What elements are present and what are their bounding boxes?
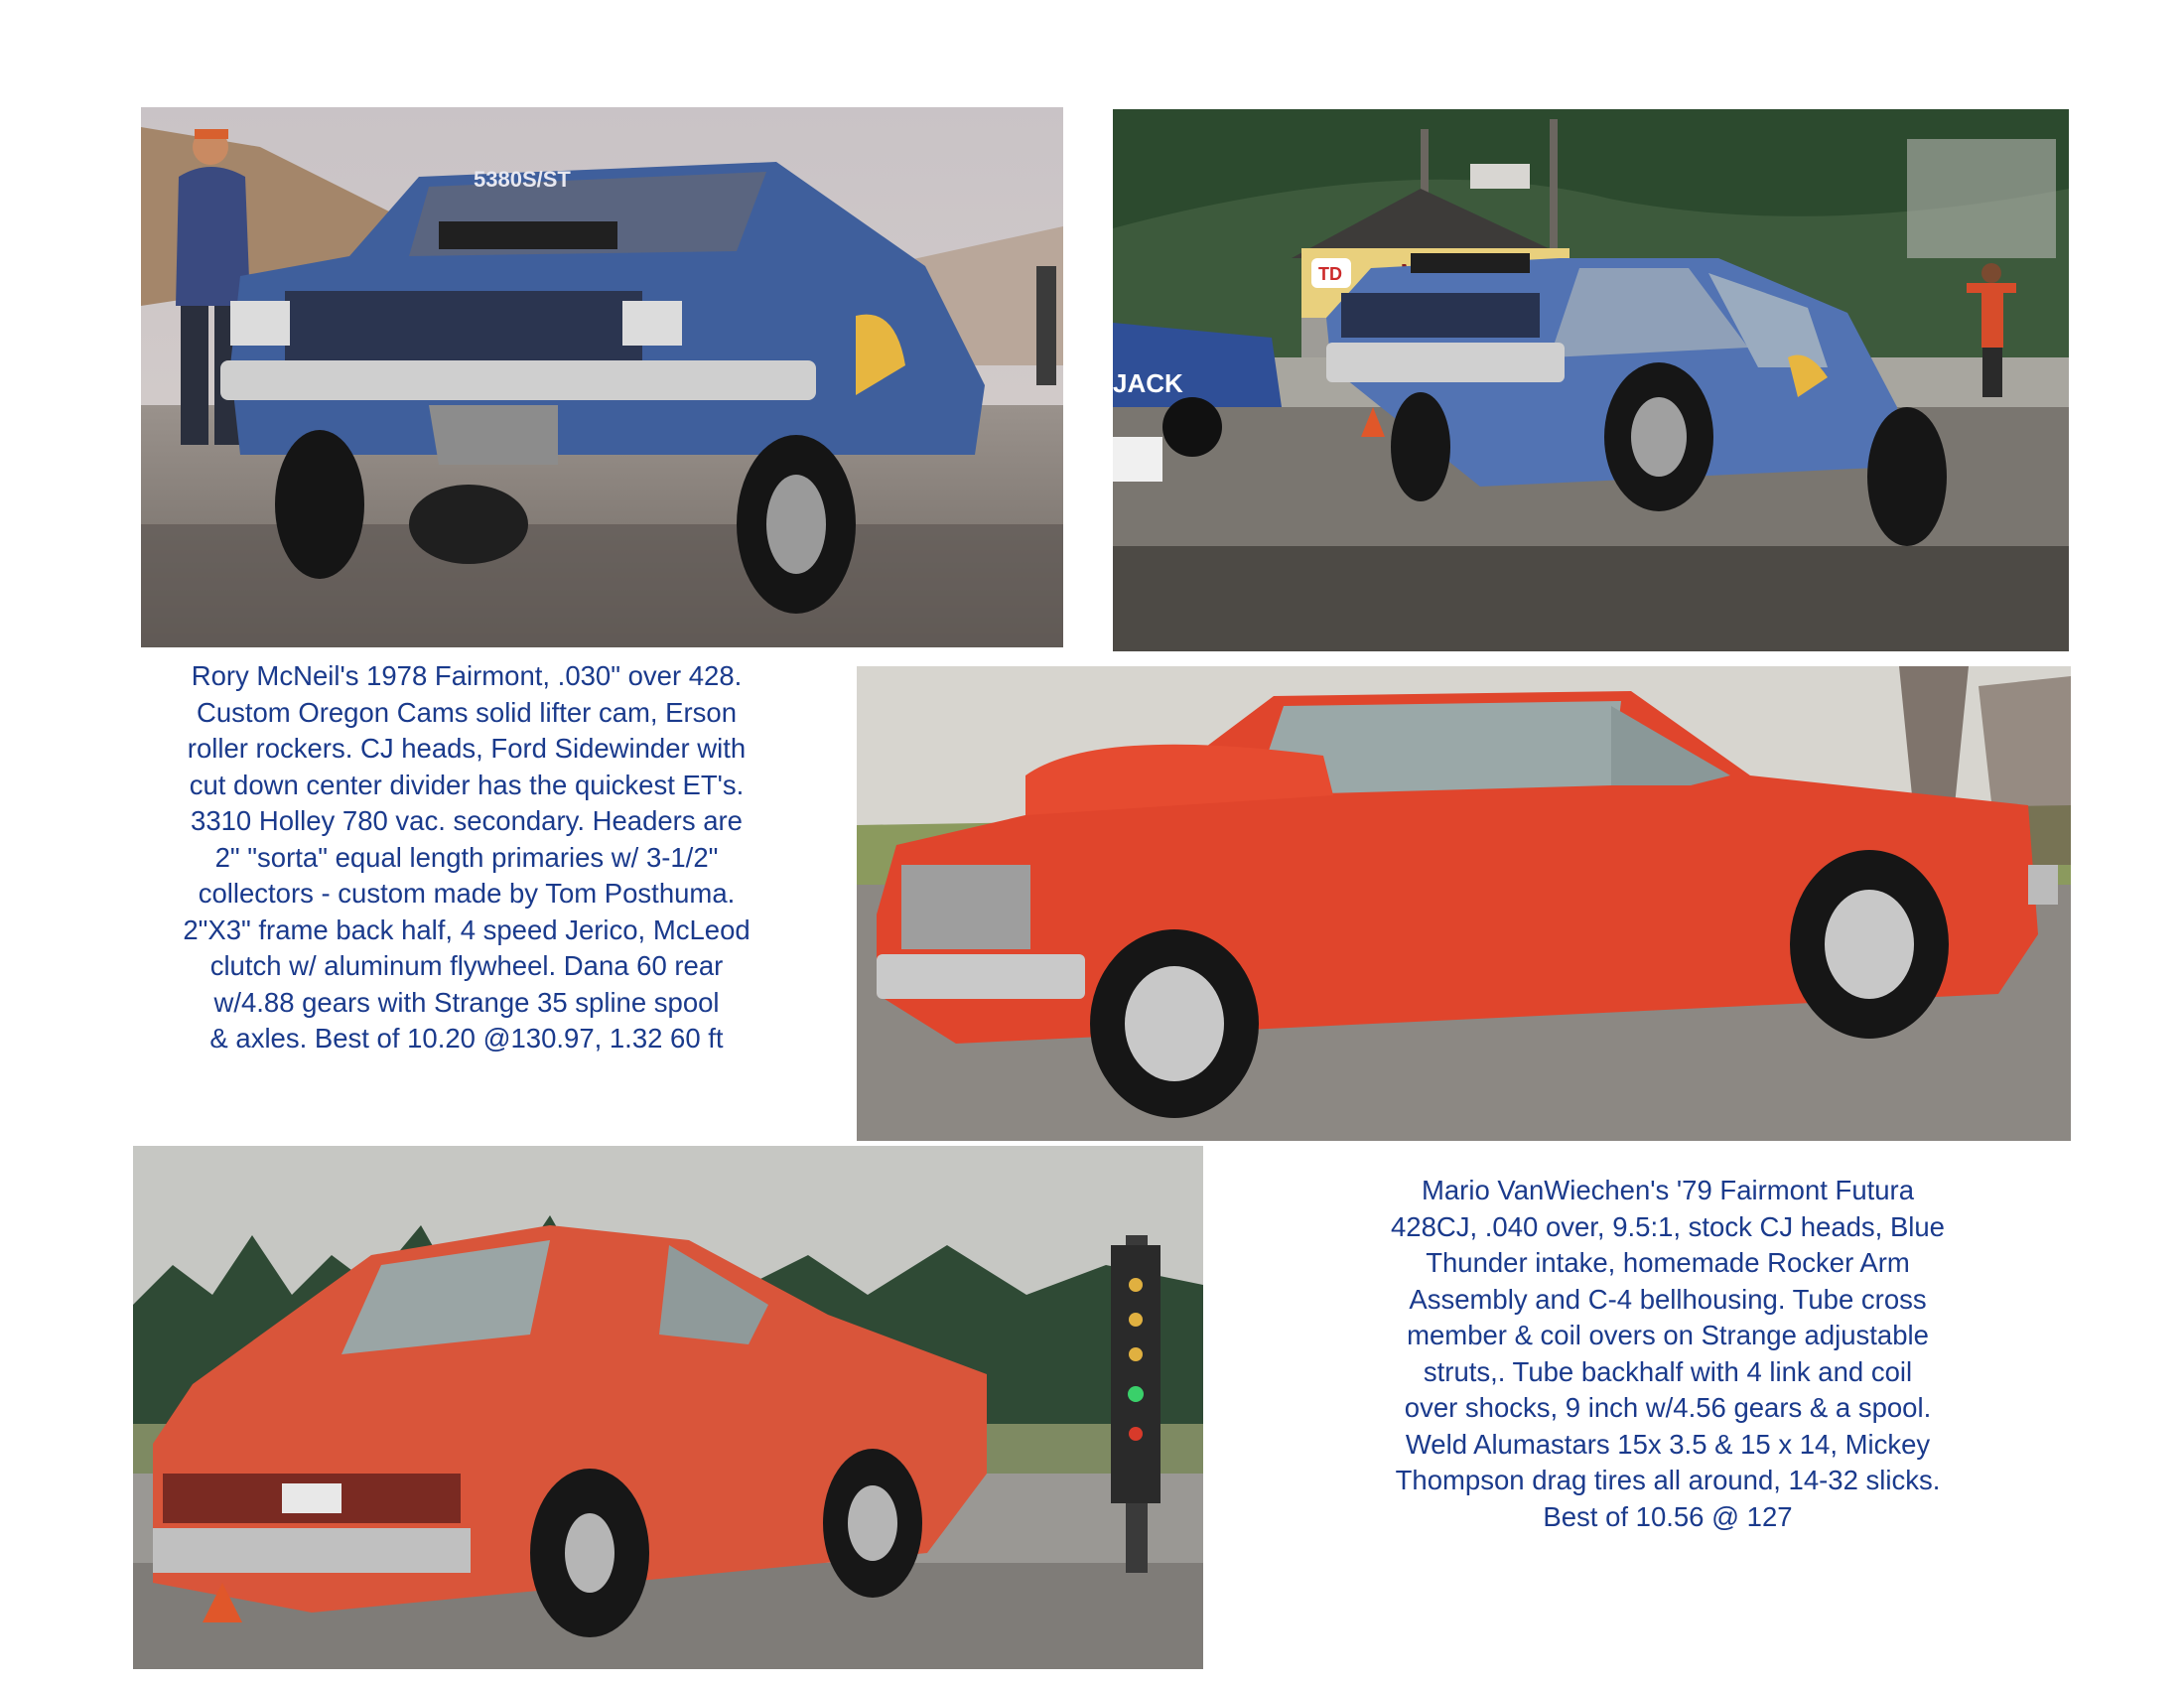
caption-line: 2"X3" frame back half, 4 speed Jerico, McLeod <box>183 914 751 945</box>
caption-line: clutch w/ aluminum flywheel. Dana 60 rear <box>209 950 724 981</box>
caption-line: struts,. Tube backhalf with 4 link and coil <box>1423 1355 1913 1387</box>
caption-line: 3310 Holley 780 vac. secondary. Headers are <box>191 805 743 836</box>
caption-rory-mcneil <box>109 658 824 1057</box>
caption-line: Rory McNeil's 1978 Fairmont, .030" over 428. <box>191 660 743 691</box>
caption-line: Thunder intake, homemade Rocker Arm <box>1426 1247 1910 1278</box>
photo-red-futura-rear <box>133 1146 1203 1669</box>
caption-line: roller rockers. CJ heads, Ford Sidewinder with <box>187 733 747 764</box>
caption-line: w/4.88 gears with Strange 35 spline spool <box>213 986 720 1018</box>
photo-red-futura-side <box>857 666 2071 1141</box>
caption-line: 2" "sorta" equal length primaries w/ 3-1/2" <box>214 841 719 873</box>
caption-line: Mario VanWiechen's '79 Fairmont Futura <box>1421 1175 1915 1205</box>
caption-line: Thompson drag tires all around, 14-32 slicks. <box>1395 1465 1941 1495</box>
windshield-number: 5380S/ST <box>474 167 571 192</box>
caption-line: Custom Oregon Cams solid lifter cam, Erson <box>196 696 738 728</box>
caption-line: Best of 10.56 @ 127 <box>1543 1500 1793 1532</box>
photo-blue-fairmont-launch <box>141 107 1063 647</box>
photo-blue-fairmont-wheelie <box>1113 109 2069 651</box>
caption-line: member & coil overs on Strange adjustable <box>1407 1320 1929 1350</box>
caption-line: 428CJ, .040 over, 9.5:1, stock CJ heads, Blue <box>1391 1210 1945 1242</box>
banner-text: JACK <box>1113 368 1183 398</box>
caption-line: collectors - custom made by Tom Posthuma. <box>198 878 736 909</box>
sign-logo: TD <box>1318 264 1342 284</box>
caption-mario-vanwiechen <box>1310 1173 2025 1535</box>
caption-line: & axles. Best of 10.20 @130.97, 1.32 60 ft <box>209 1023 724 1054</box>
caption-line: over shocks, 9 inch w/4.56 gears & a spool. <box>1404 1392 1932 1423</box>
caption-line: Assembly and C-4 bellhousing. Tube cross <box>1409 1283 1927 1315</box>
caption-line: cut down center divider has the quickest ET's. <box>189 769 745 800</box>
caption-line: Weld Alumastars 15x 3.5 & 15 x 14, Mickey <box>1405 1428 1931 1460</box>
